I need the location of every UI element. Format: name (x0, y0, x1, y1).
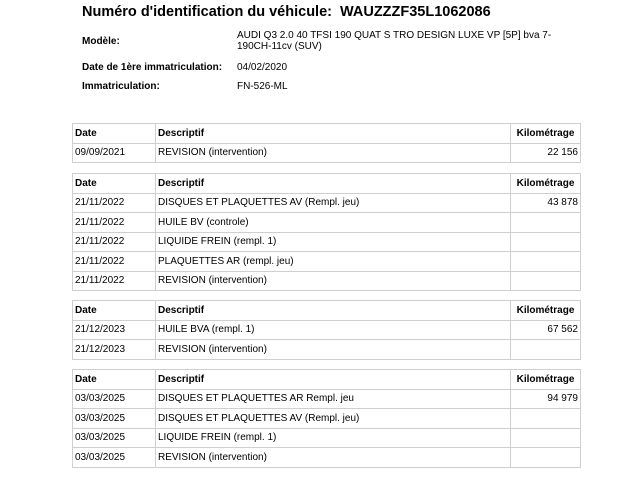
date-column-header: Date (73, 174, 156, 194)
service-mileage: 94 979 (511, 389, 581, 409)
table-row (73, 193, 581, 213)
table-row (73, 389, 581, 409)
service-mileage: 43 878 (511, 193, 581, 213)
service-date: 03/03/2025 (73, 448, 156, 468)
mileage-column-header: Kilométrage (511, 370, 581, 390)
service-date: 21/11/2022 (73, 252, 156, 272)
service-description: REVISION (intervention) (156, 271, 511, 291)
service-date: 21/12/2023 (73, 320, 156, 340)
table-row (73, 320, 581, 340)
service-description: REVISION (intervention) (156, 448, 511, 468)
vin-value: WAUZZZF35L1062086 (339, 4, 491, 20)
plate-label: Immatriculation: (82, 81, 160, 92)
table-header-row (73, 370, 581, 390)
table-row (73, 232, 581, 252)
service-description: DISQUES ET PLAQUETTES AV (Rempl. jeu) (156, 193, 511, 213)
description-column-header: Descriptif (156, 301, 511, 321)
table-row (73, 448, 581, 468)
service-mileage (511, 448, 581, 468)
service-description: REVISION (intervention) (156, 340, 511, 360)
date-column-header: Date (73, 301, 156, 321)
service-description: DISQUES ET PLAQUETTES AR Rempl. jeu (156, 389, 511, 409)
mileage-column-header: Kilométrage (511, 174, 581, 194)
service-mileage (511, 409, 581, 429)
mileage-column-header: Kilométrage (511, 124, 581, 144)
model-label: Modèle: (82, 36, 120, 47)
first-registration-label: Date de 1ère immatriculation: (82, 62, 223, 73)
model-value: AUDI Q3 2.0 40 TFSI 190 QUAT S TRO DESIGN LUXE VP [5P] bva 7-190CH-11cv (SUV) (237, 30, 552, 52)
service-table (72, 300, 581, 360)
service-date: 21/12/2023 (73, 340, 156, 360)
service-date: 03/03/2025 (73, 409, 156, 429)
table-row (73, 213, 581, 233)
service-description: LIQUIDE FREIN (rempl. 1) (156, 232, 511, 252)
table-header-row (73, 174, 581, 194)
description-column-header: Descriptif (156, 174, 511, 194)
service-table (72, 173, 581, 291)
service-date: 21/11/2022 (73, 213, 156, 233)
table-row (73, 409, 581, 429)
service-date: 09/09/2021 (73, 143, 156, 163)
service-mileage (511, 213, 581, 233)
service-date: 21/11/2022 (73, 193, 156, 213)
description-column-header: Descriptif (156, 370, 511, 390)
service-mileage (511, 340, 581, 360)
service-date: 03/03/2025 (73, 389, 156, 409)
date-column-header: Date (73, 124, 156, 144)
service-description: HUILE BVA (rempl. 1) (156, 320, 511, 340)
vin-label: Numéro d'identification du véhicule: (82, 4, 332, 20)
plate-value: FN-526-ML (237, 81, 288, 92)
service-mileage (511, 271, 581, 291)
service-description: REVISION (intervention) (156, 143, 511, 163)
first-registration-value: 04/02/2020 (237, 62, 288, 73)
service-mileage: 67 562 (511, 320, 581, 340)
table-row (73, 428, 581, 448)
service-date: 03/03/2025 (73, 428, 156, 448)
service-mileage (511, 232, 581, 252)
mileage-column-header: Kilométrage (511, 301, 581, 321)
service-description: DISQUES ET PLAQUETTES AV (Rempl. jeu) (156, 409, 511, 429)
table-row (73, 252, 581, 272)
document-title (82, 4, 491, 20)
service-mileage (511, 252, 581, 272)
service-table (72, 369, 581, 468)
service-table (72, 123, 581, 163)
service-date: 21/11/2022 (73, 271, 156, 291)
table-row (73, 340, 581, 360)
service-mileage (511, 428, 581, 448)
table-header-row (73, 301, 581, 321)
table-row (73, 143, 581, 163)
service-mileage: 22 156 (511, 143, 581, 163)
service-description: PLAQUETTES AR (rempl. jeu) (156, 252, 511, 272)
date-column-header: Date (73, 370, 156, 390)
table-row (73, 271, 581, 291)
description-column-header: Descriptif (156, 124, 511, 144)
service-description: LIQUIDE FREIN (rempl. 1) (156, 428, 511, 448)
service-date: 21/11/2022 (73, 232, 156, 252)
table-header-row (73, 124, 581, 144)
service-description: HUILE BV (controle) (156, 213, 511, 233)
